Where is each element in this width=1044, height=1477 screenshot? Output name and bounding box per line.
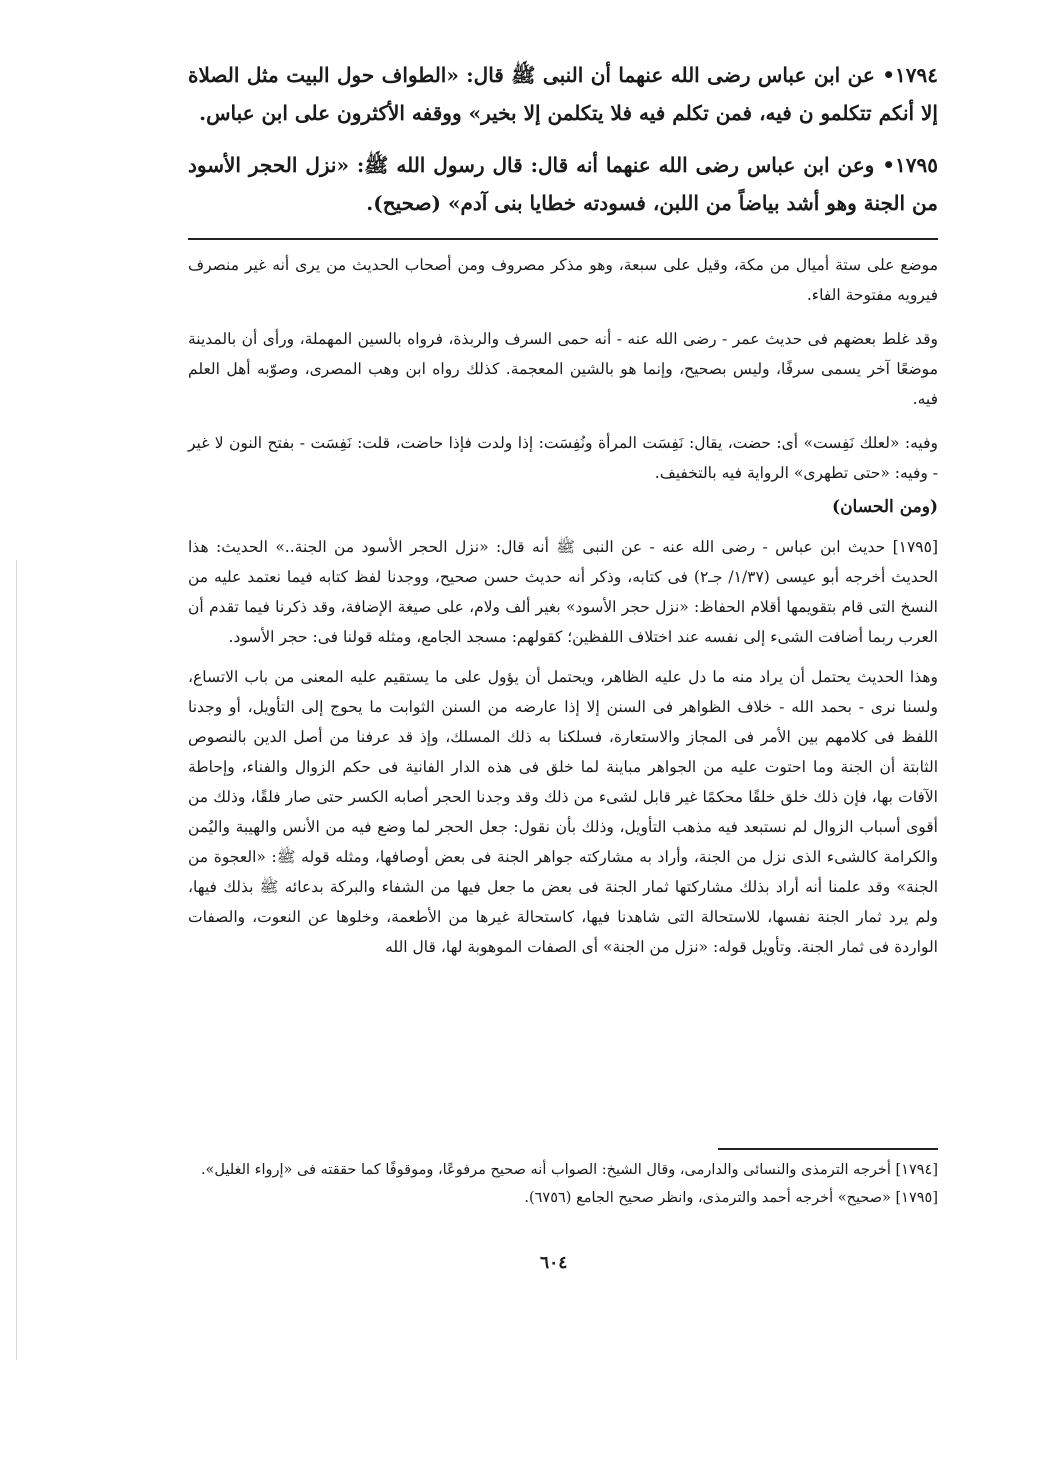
hadith-1795-text: ١٧٩٥• وعن ابن عباس رضى الله عنهما أنه قال: قال رسول الله ﷺ: «نزل الحجر الأسود من الجنة وهو أشد بياضاً من اللبن، فسودته خطايا بنى آدم» (صحيح). bbox=[188, 153, 938, 215]
section-divider bbox=[188, 238, 938, 240]
footnotes bbox=[188, 1156, 938, 1212]
commentary-paragraph-3: وفيه: «لعلك نَفِست» أى: حضت، يقال: نَفِسَت المرأة ونُفِسَت: إذا ولدت فإذا حاضت، قلت: نَفِسَت - بفتح النون لا غير - وفيه: «حتى تطهرى» الرواية فيه بالتخفيف. bbox=[188, 434, 938, 482]
section-heading: (ومن الحسان) bbox=[832, 497, 938, 517]
hadith-1794 bbox=[188, 56, 938, 132]
commentary-paragraph-1: موضع على ستة أميال من مكة، وقيل على سبعة، وهو مذكر مصروف ومن أصحاب الحديث من يرى أنه غير منصرف فيرويه مفتوحة الفاء. bbox=[188, 256, 938, 304]
footnote-1794: [١٧٩٤] أخرجه الترمذى والنسائى والدارمى، وقال الشيخ: الصواب أنه صحيح مرفوعًا، وموقوفًا كما حققته فى «إرواء الغليل». bbox=[200, 1162, 938, 1178]
scan-edge-line bbox=[16, 560, 17, 1360]
hadith-1795 bbox=[188, 146, 938, 222]
commentary-paragraph-4: [١٧٩٥] حديث ابن عباس - رضى الله عنه - عن النبى ﷺ أنه قال: «نزل الحجر الأسود من الجنة..» الحديث: هذا الحديث أخرجه أبو عيسى (١/٣٧/ جـ٢) فى كتابه، وذكر أنه حديث حسن صحيح، ووجدنا لفظ كتابه فيما نعتمد عليه من النسخ التى قام بتقويمها أقلام الحفاظ: «نزل حجر الأسود» بغير ألف ولام، على صيغة الإضافة، وقد ذكرنا فيما تقدم أن العرب ربما أضافت الشىء إلى نفسه عند اختلاف اللفظين؛ كقولهم: مسجد الجامع، ومثله قولنا فى: حجر الأسود. bbox=[188, 538, 939, 646]
commentary bbox=[188, 250, 938, 962]
commentary-paragraph-2: وقد غلط بعضهم فى حديث عمر - رضى الله عنه - أنه حمى السرف والربذة، فرواه بالسين المهملة، ورأى أن بالمدينة موضعًا آخر يسمى سرفًا، وليس بصحيح، وإنما هو بالشين المعجمة. كذلك رواه ابن وهب المصرى، وصوّبه أهل العلم فيه. bbox=[188, 330, 938, 408]
commentary-paragraph-5: وهذا الحديث يحتمل أن يراد منه ما دل عليه الظاهر، ويحتمل أن يؤول على ما يستقيم عليه المعنى من باب الاتساع، ولسنا نرى - بحمد الله - خلاف الظواهر فى السنن إلا إذا عارضه من السنن الثوابت ما يحوج إلى التأويل، أو وجدنا اللفظ فى كلامهم بين الأمر فى المجاز والاستعارة، فسلكنا به ذلك المسلك، وإذ قد عرفنا من أصل الدين بالنصوص الثابتة أن الجنة وما احتوت عليه من الجواهر مباينة لما خلق فى هذه الدار الفانية فى حكم الزوال والفناء، وإحاطة الآفات بها، فإن ذلك خلق خلقًا محكمًا غير قابل لشىء من ذلك وقد وجدنا الحجر أصابه الكسر حتى صار فلقًا، وذلك من أقوى أسباب الزوال لم نستبعد فيه مذهب التأويل، وذلك بأن نقول: جعل الحجر لما وضع فيه من الأنس والهيبة واليُمن والكرامة كالشىء الذى نزل من الجنة، وأراد به مشاركته جواهر الجنة فى بعض أوصافها، ومثله قوله ﷺ: «العجوة من الجنة» وقد علمنا أنه أراد بذلك مشاركتها ثمار الجنة فى بعض ما جعل فيها من الشفاء والبركة بدعائه ﷺ بذلك فيها، ولم يرد ثمار الجنة نفسها، للاستحالة التى شاهدنا فيها، كاستحالة غيرها من الأطعمة، وخلوها عن النعوت، والصفات الواردة فى ثمار الجنة. وتأويل قوله: «نزل من الجنة» أى الصفات الموهوبة لها، قال الله bbox=[188, 668, 938, 956]
footnote-divider bbox=[718, 1148, 938, 1150]
page-number: ٦٠٤ bbox=[540, 1253, 568, 1273]
hadith-1794-text: ١٧٩٤• عن ابن عباس رضى الله عنهما أن النبى ﷺ قال: «الطواف حول البيت مثل الصلاة إلا أنكم تتكلمو ن فيه، فمن تكلم فيه فلا يتكلمن إلا بخير» ووقفه الأكثرون على ابن عباس. bbox=[188, 63, 938, 125]
footnote-1795: [١٧٩٥] «صحيح» أخرجه أحمد والترمذى، وانظر صحيح الجامع (٦٧٥٦). bbox=[524, 1190, 938, 1206]
